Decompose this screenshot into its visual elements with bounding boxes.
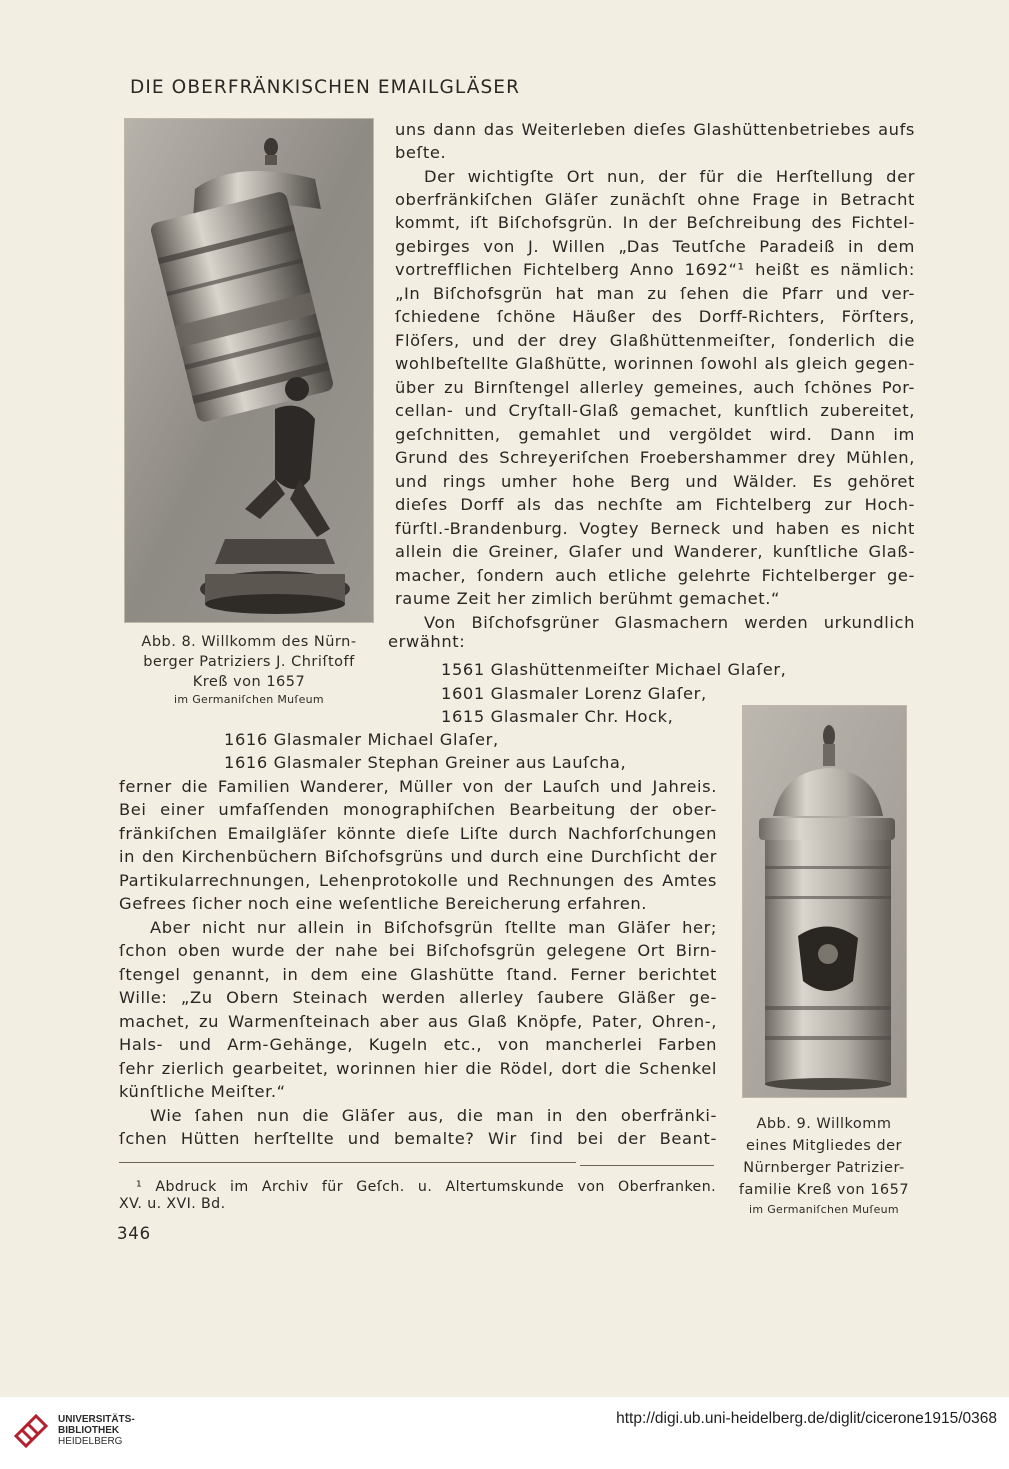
university-library-logo-icon bbox=[10, 1406, 52, 1452]
body-text-line: Hals- und Arm-Gehänge, Kugeln etc., von mancherlei Farben bbox=[119, 1035, 717, 1054]
body-text-line: gebirges von J. Willen „Das Teutſche Paradeiß in dem bbox=[395, 237, 915, 256]
page-number: 346 bbox=[117, 1224, 151, 1243]
logo-line-1: UNIVERSITÄTS- bbox=[58, 1414, 135, 1425]
body-text-line: Aber nicht nur allein in Biſchofsgrün ſtellte man Gläſer her; bbox=[150, 918, 717, 937]
body-text-line: macher, ſondern auch etliche gelehrte Fichtelberger ge- bbox=[395, 566, 915, 585]
footnote-rule bbox=[580, 1165, 714, 1166]
footer-bar bbox=[0, 1397, 1009, 1469]
source-url[interactable]: http://digi.ub.uni-heidelberg.de/diglit/cicerone1915/0368 bbox=[616, 1410, 997, 1427]
body-text-line: uns dann das Weiterleben dieſes Glashüttenbetriebes aufs bbox=[395, 120, 915, 139]
footnote-rule bbox=[119, 1162, 576, 1163]
body-text-line: dieſes Dorff als das nechſte am Fichtelberg zur Hoch- bbox=[395, 495, 915, 514]
body-text-line: Gefrees ſicher noch eine weſentliche Bereicherung erfahren. bbox=[119, 894, 648, 913]
body-text-line: und rings umher hohe Berg und Wälder. Es gehöret bbox=[395, 472, 915, 491]
figure-8-caption-line: Kreß von 1657 bbox=[192, 674, 306, 690]
body-text-line: Von Biſchofsgrüner Glasmachern werden urkundlich bbox=[424, 613, 915, 632]
willkomm-goblet-figure-image bbox=[125, 119, 373, 622]
logo-line-2: BIBLIOTHEK bbox=[58, 1425, 120, 1436]
body-text-line: Der wichtigſte Ort nun, der für die Herſtellung der bbox=[424, 167, 915, 186]
body-text-line: wohlbeſtellte Glaßhütte, worinnen ſowohl als gleich gegen- bbox=[395, 354, 915, 373]
body-text-line: machet, zu Warmenſteinach aber aus Glaß Knöpfe, Pater, Ohren-, bbox=[119, 1012, 717, 1031]
body-text-line: fränkiſchen Emailgläſer könnte dieſe Liſte durch Nachforſchungen bbox=[119, 824, 717, 843]
body-text-line: über zu Birnſtengel allerley gemeines, auch ſchönes Por- bbox=[395, 378, 915, 397]
figure-9-location: im Germaniſchen Muſeum bbox=[749, 1203, 899, 1216]
body-text-line: raume Zeit her zimlich berühmt gemachet.“ bbox=[395, 589, 781, 608]
figure-9-caption-line: familie Kreß von 1657 bbox=[738, 1182, 910, 1198]
body-text-line: cellan- und Cryſtall-Glaß gemachet, kunſtlich zubereitet, bbox=[395, 401, 915, 420]
body-text-line: Wie ſahen nun die Gläſer aus, die man in den oberfränki- bbox=[150, 1106, 717, 1125]
figure-8-caption-line: Abb. 8. Willkomm des Nürn- bbox=[141, 634, 357, 650]
body-text-line: künſtliche Meiſter.“ bbox=[119, 1082, 286, 1101]
body-text-line: beſte. bbox=[395, 143, 447, 162]
body-text-line: fürſtl.-Brandenburg. Vogtey Berneck und haben es nicht bbox=[395, 519, 915, 538]
figure-9-photo bbox=[742, 705, 907, 1098]
body-text-line: in den Kirchenbüchern Biſchofsgrüns und durch eine Durchſicht der bbox=[119, 847, 717, 866]
figure-8-caption-line: berger Patriziers J. Chriſtoff bbox=[143, 654, 355, 670]
footnote-line: XV. u. XVI. Bd. bbox=[119, 1196, 226, 1212]
list-item: 1616 Glasmaler Michael Glaſer, bbox=[224, 730, 499, 749]
body-text-line: geſchnitten, gemahlet und vergöldet wird. Dann im bbox=[395, 425, 915, 444]
body-text-line: erwähnt: bbox=[388, 632, 466, 651]
body-text-line: Partikularrechnungen, Lehenprotokolle und Rechnungen des Amtes bbox=[119, 871, 717, 890]
willkomm-humpen-glass-image bbox=[743, 706, 906, 1097]
body-text-line: Bei einer umfaſſenden monographiſchen Bearbeitung der ober- bbox=[119, 800, 717, 819]
figure-9-caption-line: eines Mitgliedes der bbox=[745, 1138, 902, 1154]
body-text-line: Grund des Schreyeriſchen Froebershammer drey Mühlen, bbox=[395, 448, 915, 467]
body-text-line: oberfränkiſchen Gläſer zunächſt ohne Frage in Betracht bbox=[395, 190, 915, 209]
list-item: 1561 Glashüttenmeiſter Michael Glaſer, bbox=[441, 660, 787, 679]
figure-8-photo bbox=[124, 118, 374, 623]
body-text-line: Wille: „Zu Obern Steinach werden allerley ſaubere Gläßer ge- bbox=[119, 988, 717, 1007]
body-text-line: ſtengel genannt, in dem eine Glashütte ſtand. Ferner berichtet bbox=[119, 965, 717, 984]
running-header: DIE OBERFRÄNKISCHEN EMAILGLÄSER bbox=[130, 77, 521, 98]
list-item: 1615 Glasmaler Chr. Hock, bbox=[441, 707, 674, 726]
body-text-line: kommt, iſt Biſchofsgrün. In der Beſchreibung des Fichtel- bbox=[395, 213, 915, 232]
body-text-line: vortrefflichen Fichtelberg Anno 1692“¹ heißt es nämlich: bbox=[395, 260, 915, 279]
body-text-line: ſchiedene ſchöne Häußer des Dorff-Richters, Förſters, bbox=[395, 307, 915, 326]
body-text-line: allein die Greiner, Glaſer und Wanderer, kunſtliche Glaß- bbox=[395, 542, 915, 561]
list-item: 1601 Glasmaler Lorenz Glaſer, bbox=[441, 684, 707, 703]
list-item: 1616 Glasmaler Stephan Greiner aus Lauſcha, bbox=[224, 753, 627, 772]
logo-line-3: HEIDELBERG bbox=[58, 1436, 123, 1447]
body-text-line: ſchen Hütten herſtellte und bemalte? Wir ſind bei der Beant- bbox=[119, 1129, 717, 1148]
body-text-line: ſehr zierlich gearbeitet, worinnen hier die Rödel, dort die Schenkel bbox=[119, 1059, 717, 1078]
body-text-line: „In Biſchofsgrün hat man zu ſehen die Pfarr und ver- bbox=[395, 284, 915, 303]
university-library-logo-text bbox=[58, 1414, 135, 1447]
body-text-line: ſchon oben wurde der nahe bei Biſchofsgrün gelegene Ort Birn- bbox=[119, 941, 717, 960]
figure-8-location: im Germaniſchen Muſeum bbox=[174, 693, 324, 706]
figure-9-caption-line: Abb. 9. Willkomm bbox=[756, 1116, 892, 1132]
body-text-line: Flöſers, und der drey Glaßhüttenmeiſter, ſonderlich die bbox=[395, 331, 915, 350]
body-text-line: ferner die Familien Wanderer, Müller von der Lauſch und Jahreis. bbox=[119, 777, 717, 796]
figure-9-caption-line: Nürnberger Patrizier- bbox=[743, 1160, 905, 1176]
footnote-line: ¹ Abdruck im Archiv für Geſch. u. Altertumskunde von Oberfranken. bbox=[136, 1179, 716, 1195]
